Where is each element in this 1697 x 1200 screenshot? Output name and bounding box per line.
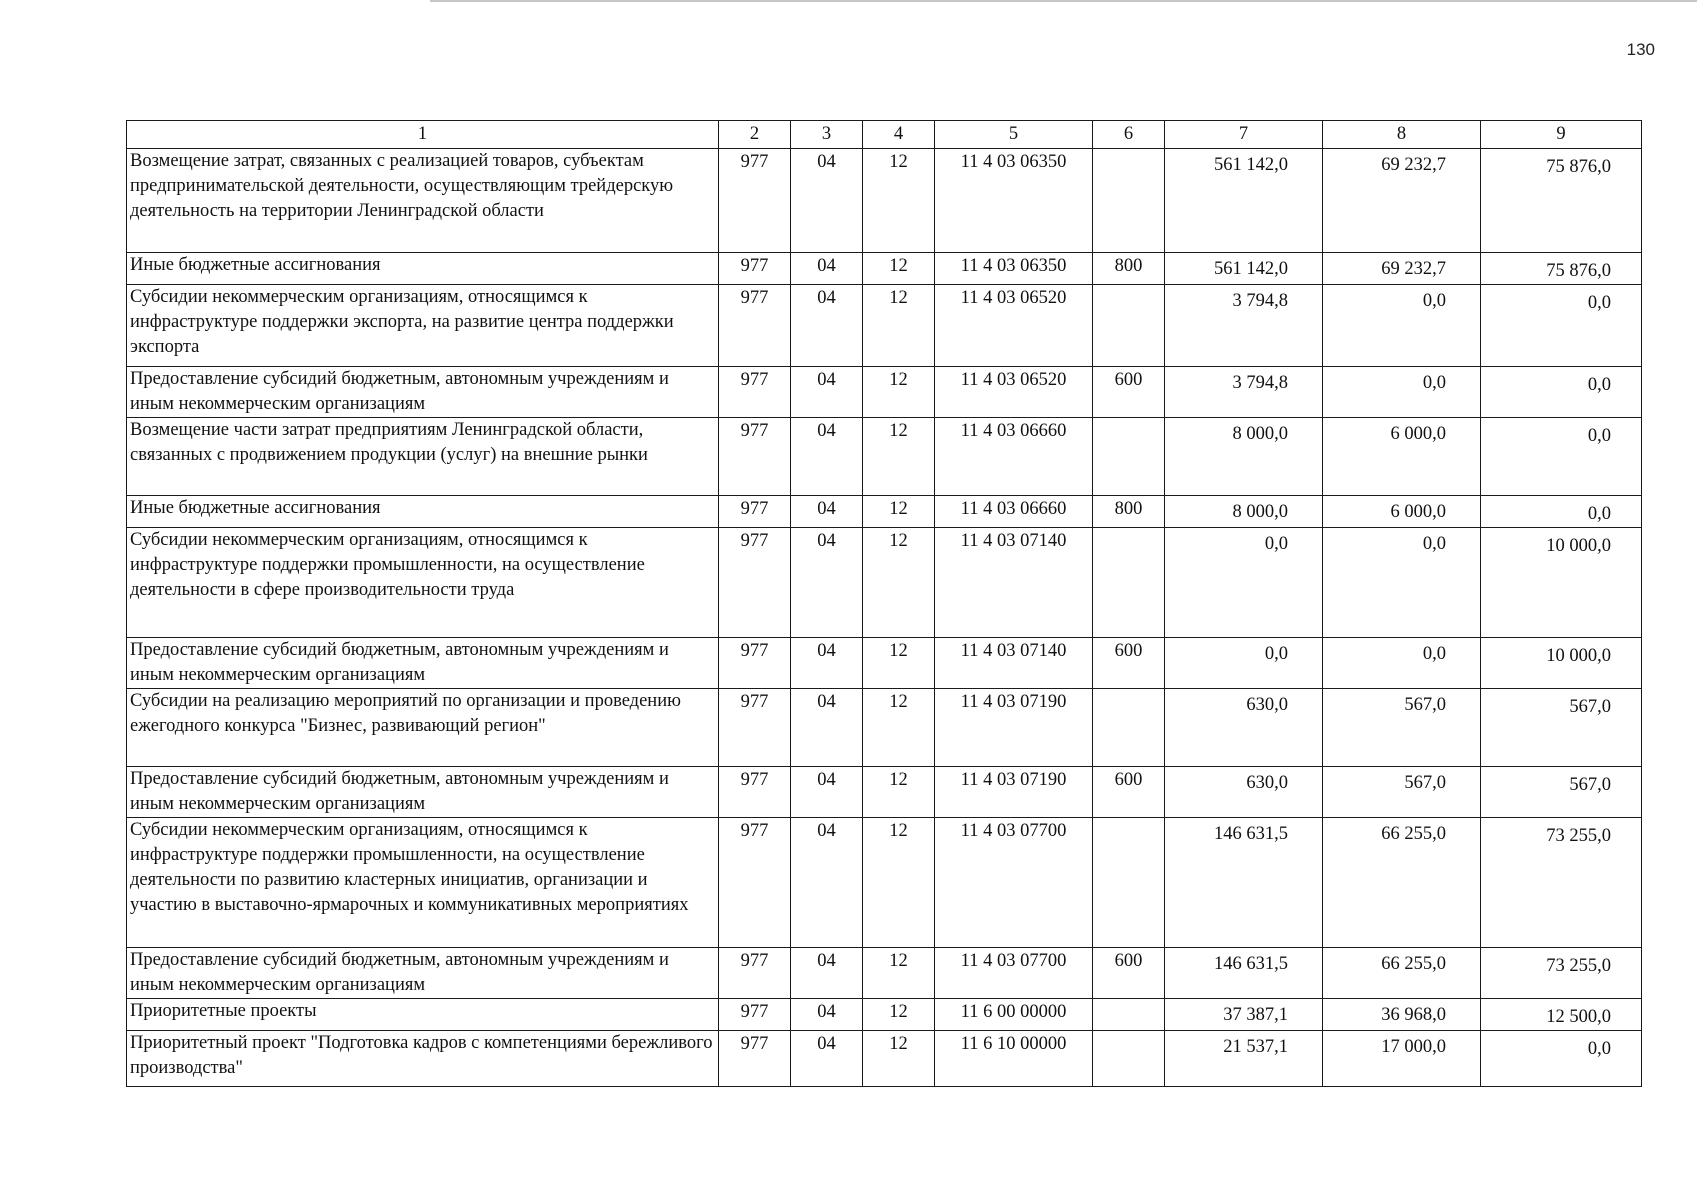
row-name: Субсидии некоммерческим организациям, относящимся к инфраструктуре поддержки экспорта, на развитие центра поддержки экспорта xyxy=(127,285,719,367)
section-code: 04 xyxy=(791,285,863,367)
amount-col7: 3 794,8 xyxy=(1165,367,1323,418)
top-scan-rule xyxy=(430,0,1697,2)
table-row xyxy=(127,948,1642,999)
amount-col9: 73 255,0 xyxy=(1481,948,1642,999)
amount-col9: 0,0 xyxy=(1481,496,1642,528)
table-row xyxy=(127,1031,1642,1087)
subsection-code: 12 xyxy=(863,496,935,528)
header-cell: 9 xyxy=(1481,121,1642,149)
header-cell: 3 xyxy=(791,121,863,149)
target-article-code: 11 4 03 07700 xyxy=(935,948,1093,999)
amount-col9: 0,0 xyxy=(1481,285,1642,367)
amount-col7: 146 631,5 xyxy=(1165,948,1323,999)
amount-col9: 10 000,0 xyxy=(1481,638,1642,689)
amount-col8: 0,0 xyxy=(1323,528,1481,638)
row-name: Предоставление субсидий бюджетным, автономным учреждениям и иным некоммерческим организациям xyxy=(127,367,719,418)
amount-col9: 567,0 xyxy=(1481,767,1642,818)
row-name: Приоритетный проект "Подготовка кадров с компетенциями бережливого производства" xyxy=(127,1031,719,1087)
subsection-code: 12 xyxy=(863,149,935,253)
table-row xyxy=(127,367,1642,418)
table-row xyxy=(127,496,1642,528)
table-row xyxy=(127,285,1642,367)
target-article-code: 11 4 03 06350 xyxy=(935,149,1093,253)
header-cell: 4 xyxy=(863,121,935,149)
subsection-code: 12 xyxy=(863,767,935,818)
amount-col8: 66 255,0 xyxy=(1323,818,1481,948)
header-cell: 6 xyxy=(1093,121,1165,149)
grbs-code: 977 xyxy=(719,496,791,528)
amount-col9: 0,0 xyxy=(1481,367,1642,418)
expense-type-code xyxy=(1093,689,1165,767)
grbs-code: 977 xyxy=(719,367,791,418)
subsection-code: 12 xyxy=(863,638,935,689)
grbs-code: 977 xyxy=(719,418,791,496)
header-cell: 1 xyxy=(127,121,719,149)
grbs-code: 977 xyxy=(719,528,791,638)
expense-type-code: 600 xyxy=(1093,767,1165,818)
amount-col7: 8 000,0 xyxy=(1165,418,1323,496)
subsection-code: 12 xyxy=(863,528,935,638)
subsection-code: 12 xyxy=(863,285,935,367)
amount-col9: 12 500,0 xyxy=(1481,999,1642,1031)
expense-type-code xyxy=(1093,285,1165,367)
amount-col9: 0,0 xyxy=(1481,1031,1642,1087)
subsection-code: 12 xyxy=(863,1031,935,1087)
amount-col8: 0,0 xyxy=(1323,638,1481,689)
amount-col8: 17 000,0 xyxy=(1323,1031,1481,1087)
expense-type-code xyxy=(1093,528,1165,638)
amount-col8: 69 232,7 xyxy=(1323,149,1481,253)
section-code: 04 xyxy=(791,638,863,689)
amount-col8: 6 000,0 xyxy=(1323,418,1481,496)
amount-col9: 75 876,0 xyxy=(1481,253,1642,285)
amount-col8: 0,0 xyxy=(1323,285,1481,367)
amount-col7: 0,0 xyxy=(1165,528,1323,638)
grbs-code: 977 xyxy=(719,999,791,1031)
table-row xyxy=(127,818,1642,948)
amount-col7: 561 142,0 xyxy=(1165,149,1323,253)
subsection-code: 12 xyxy=(863,418,935,496)
header-row xyxy=(127,121,1642,149)
section-code: 04 xyxy=(791,496,863,528)
table-row xyxy=(127,149,1642,253)
expense-type-code xyxy=(1093,818,1165,948)
expense-type-code: 800 xyxy=(1093,496,1165,528)
section-code: 04 xyxy=(791,948,863,999)
table-row xyxy=(127,689,1642,767)
target-article-code: 11 4 03 06520 xyxy=(935,285,1093,367)
row-name: Предоставление субсидий бюджетным, автономным учреждениям и иным некоммерческим организациям xyxy=(127,767,719,818)
amount-col9: 73 255,0 xyxy=(1481,818,1642,948)
amount-col9: 0,0 xyxy=(1481,418,1642,496)
section-code: 04 xyxy=(791,149,863,253)
row-name: Возмещение затрат, связанных с реализацией товаров, субъектам предпринимательской деятельности, осуществляющим трейдерскую деятельность на территории Ленинградской области xyxy=(127,149,719,253)
section-code: 04 xyxy=(791,999,863,1031)
expense-type-code: 600 xyxy=(1093,638,1165,689)
grbs-code: 977 xyxy=(719,689,791,767)
section-code: 04 xyxy=(791,367,863,418)
target-article-code: 11 4 03 07140 xyxy=(935,528,1093,638)
header-cell: 5 xyxy=(935,121,1093,149)
expense-type-code: 600 xyxy=(1093,948,1165,999)
target-article-code: 11 4 03 06660 xyxy=(935,496,1093,528)
amount-col8: 36 968,0 xyxy=(1323,999,1481,1031)
amount-col8: 567,0 xyxy=(1323,689,1481,767)
grbs-code: 977 xyxy=(719,149,791,253)
table-row xyxy=(127,999,1642,1031)
amount-col7: 37 387,1 xyxy=(1165,999,1323,1031)
subsection-code: 12 xyxy=(863,999,935,1031)
section-code: 04 xyxy=(791,528,863,638)
grbs-code: 977 xyxy=(719,767,791,818)
expense-type-code xyxy=(1093,418,1165,496)
target-article-code: 11 4 03 07190 xyxy=(935,689,1093,767)
row-name: Предоставление субсидий бюджетным, автономным учреждениям и иным некоммерческим организациям xyxy=(127,638,719,689)
target-article-code: 11 4 03 07140 xyxy=(935,638,1093,689)
row-name: Субсидии некоммерческим организациям, относящимся к инфраструктуре поддержки промышленности, на осуществление деятельности в сфере производительности труда xyxy=(127,528,719,638)
amount-col8: 567,0 xyxy=(1323,767,1481,818)
target-article-code: 11 4 03 06520 xyxy=(935,367,1093,418)
amount-col7: 0,0 xyxy=(1165,638,1323,689)
section-code: 04 xyxy=(791,818,863,948)
budget-table xyxy=(126,120,1642,1087)
amount-col8: 66 255,0 xyxy=(1323,948,1481,999)
row-name: Иные бюджетные ассигнования xyxy=(127,496,719,528)
grbs-code: 977 xyxy=(719,253,791,285)
row-name: Субсидии на реализацию мероприятий по организации и проведению ежегодного конкурса "Бизнес, развивающий регион" xyxy=(127,689,719,767)
section-code: 04 xyxy=(791,253,863,285)
table-row xyxy=(127,528,1642,638)
row-name: Субсидии некоммерческим организациям, относящимся к инфраструктуре поддержки промышленности, на осуществление деятельности по развитию кластерных инициатив, организации и участию в выставочно-ярмарочных и коммуникативных мероприятиях xyxy=(127,818,719,948)
amount-col7: 146 631,5 xyxy=(1165,818,1323,948)
expense-type-code xyxy=(1093,999,1165,1031)
page-number: 130 xyxy=(1626,40,1655,59)
section-code: 04 xyxy=(791,1031,863,1087)
section-code: 04 xyxy=(791,689,863,767)
target-article-code: 11 4 03 07190 xyxy=(935,767,1093,818)
grbs-code: 977 xyxy=(719,285,791,367)
grbs-code: 977 xyxy=(719,638,791,689)
row-name: Предоставление субсидий бюджетным, автономным учреждениям и иным некоммерческим организациям xyxy=(127,948,719,999)
header-cell: 2 xyxy=(719,121,791,149)
row-name: Приоритетные проекты xyxy=(127,999,719,1031)
amount-col7: 21 537,1 xyxy=(1165,1031,1323,1087)
table-row xyxy=(127,767,1642,818)
amount-col8: 0,0 xyxy=(1323,367,1481,418)
target-article-code: 11 4 03 07700 xyxy=(935,818,1093,948)
target-article-code: 11 4 03 06350 xyxy=(935,253,1093,285)
amount-col9: 10 000,0 xyxy=(1481,528,1642,638)
row-name: Иные бюджетные ассигнования xyxy=(127,253,719,285)
amount-col7: 8 000,0 xyxy=(1165,496,1323,528)
table-row xyxy=(127,638,1642,689)
expense-type-code xyxy=(1093,1031,1165,1087)
amount-col9: 567,0 xyxy=(1481,689,1642,767)
expense-type-code: 800 xyxy=(1093,253,1165,285)
amount-col7: 630,0 xyxy=(1165,767,1323,818)
subsection-code: 12 xyxy=(863,689,935,767)
subsection-code: 12 xyxy=(863,818,935,948)
target-article-code: 11 6 10 00000 xyxy=(935,1031,1093,1087)
target-article-code: 11 4 03 06660 xyxy=(935,418,1093,496)
expense-type-code: 600 xyxy=(1093,367,1165,418)
grbs-code: 977 xyxy=(719,948,791,999)
amount-col7: 630,0 xyxy=(1165,689,1323,767)
row-name: Возмещение части затрат предприятиям Ленинградской области, связанных с продвижением продукции (услуг) на внешние рынки xyxy=(127,418,719,496)
header-cell: 7 xyxy=(1165,121,1323,149)
amount-col9: 75 876,0 xyxy=(1481,149,1642,253)
subsection-code: 12 xyxy=(863,367,935,418)
amount-col8: 6 000,0 xyxy=(1323,496,1481,528)
header-cell: 8 xyxy=(1323,121,1481,149)
section-code: 04 xyxy=(791,418,863,496)
target-article-code: 11 6 00 00000 xyxy=(935,999,1093,1031)
amount-col8: 69 232,7 xyxy=(1323,253,1481,285)
section-code: 04 xyxy=(791,767,863,818)
table-row xyxy=(127,253,1642,285)
grbs-code: 977 xyxy=(719,818,791,948)
amount-col7: 3 794,8 xyxy=(1165,285,1323,367)
subsection-code: 12 xyxy=(863,253,935,285)
expense-type-code xyxy=(1093,149,1165,253)
grbs-code: 977 xyxy=(719,1031,791,1087)
amount-col7: 561 142,0 xyxy=(1165,253,1323,285)
table-row xyxy=(127,418,1642,496)
subsection-code: 12 xyxy=(863,948,935,999)
